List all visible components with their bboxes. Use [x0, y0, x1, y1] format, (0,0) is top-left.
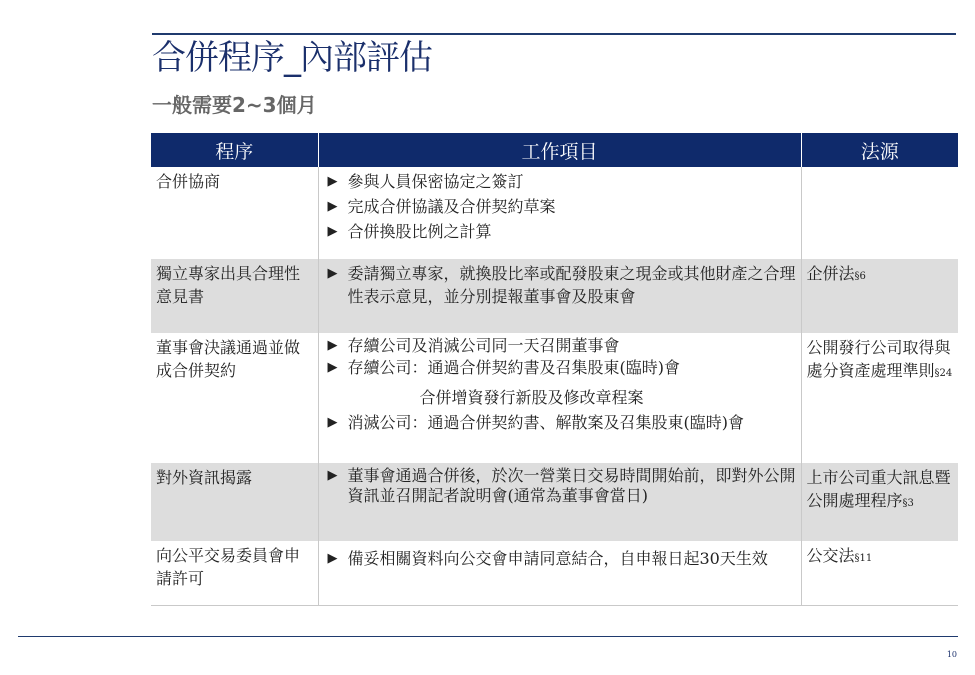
source-section: §11 [854, 553, 873, 564]
list-item: ▶ 存續公司及消滅公司同一天召開董事會 [327, 336, 620, 355]
header-legal-source: 法源 [801, 133, 958, 167]
procedure-cell: 獨立專家出具合理性意見書 [151, 259, 318, 333]
slide-subtitle: 一般需要2~3個月 [152, 93, 317, 117]
header-work-items: 工作項目 [318, 133, 801, 167]
table-row [151, 167, 958, 259]
bullet-arrow-icon: ▶ [327, 266, 338, 281]
bullet-arrow-icon: ▶ [327, 199, 338, 214]
list-item: ▶ 參與人員保密協定之簽訂 [327, 172, 524, 191]
list-item: 合併增資發行新股及修改章程案 [419, 388, 644, 407]
procedure-cell: 合併協商 [151, 167, 318, 259]
list-item: ▶ 委請獨立專家，就換股比率或配發股東之現金或其他財產之合理性表示意見，並分別提報董事會及股東會 [327, 264, 796, 306]
bullet-arrow-icon: ▶ [327, 468, 338, 483]
source-cell: 企併法§6 [801, 259, 958, 333]
bottom-rule [18, 636, 958, 637]
source-section: §3 [902, 498, 914, 509]
list-item: ▶ 存續公司：通過合併契約書及召集股東(臨時)會 [327, 358, 680, 377]
list-item: ▶ 消滅公司：通過合併契約書、解散案及召集股東(臨時)會 [324, 410, 796, 436]
source-cell: 上市公司重大訊息暨公開處理程序§3 [801, 463, 958, 541]
table-header-row [151, 133, 958, 167]
slide-title: 合併程序_內部評估 [152, 38, 432, 78]
source-cell: 公交法§11 [801, 541, 958, 606]
bullet-arrow-icon: ▶ [327, 174, 338, 189]
page-number: 10 [946, 650, 957, 659]
items-cell [318, 541, 801, 606]
items-cell [318, 333, 801, 463]
source-cell [801, 167, 958, 259]
bullet-arrow-icon: ▶ [327, 224, 338, 239]
bullet-arrow-icon: ▶ [327, 338, 338, 353]
procedure-cell: 對外資訊揭露 [151, 463, 318, 541]
source-cell: 公開發行公司取得與處分資產處理準則§24 [806, 338, 953, 380]
bullet-arrow-icon: ▶ [327, 415, 338, 430]
list-item: ▶ 備妥相關資料向公交會申請同意結合，自申報日起30天生效 [324, 544, 796, 574]
items-cell [318, 463, 801, 541]
bullet-arrow-icon: ▶ [327, 360, 338, 375]
table-row [151, 541, 958, 606]
table-row [151, 259, 958, 333]
list-item: ▶ 完成合併協議及合併契約草案 [327, 197, 556, 216]
header-procedure: 程序 [151, 133, 318, 167]
procedure-cell: 向公平交易委員會申請許可 [151, 541, 318, 606]
items-cell [318, 259, 801, 333]
list-item: ▶ 董事會通過合併後，於次一營業日交易時間開始前，即對外公開資訊並召開記者說明會(通常為董事會當日) [327, 466, 796, 505]
procedure-cell: 董事會決議通過並做成合併契約 [151, 333, 318, 463]
list-item: ▶ 合併換股比例之計算 [327, 222, 492, 241]
table-row [151, 463, 958, 541]
top-rule [152, 33, 956, 35]
items-cell [318, 167, 801, 259]
procedure-table [151, 133, 958, 606]
source-section: §24 [934, 368, 953, 379]
table-row [151, 333, 958, 463]
bullet-arrow-icon: ▶ [327, 551, 338, 566]
source-section: §6 [854, 271, 866, 282]
